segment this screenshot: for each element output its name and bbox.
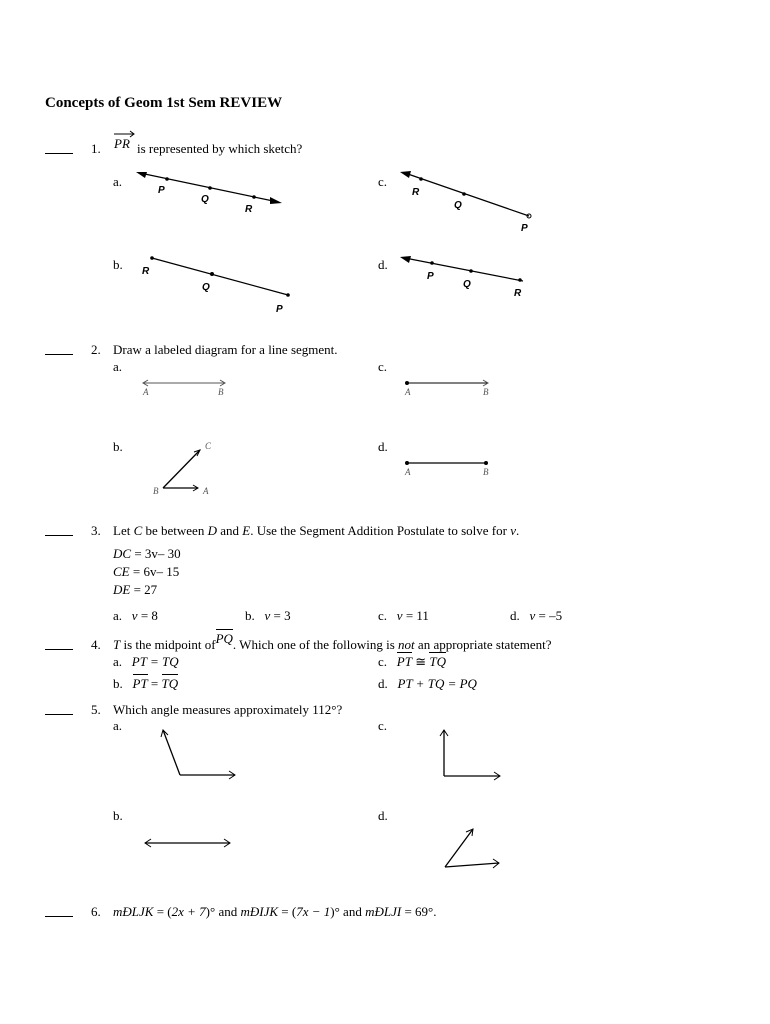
choice-letter: c. xyxy=(378,608,388,623)
point-t: T xyxy=(113,637,121,652)
segment-left: PT xyxy=(132,676,148,691)
segment-right: TQ xyxy=(429,654,446,669)
choice-letter: b. xyxy=(245,608,255,623)
text-rest: . Use the Segment Addition Postulate to solve for xyxy=(250,523,507,538)
given-lhs: DE xyxy=(113,582,131,597)
choice-letter: d. xyxy=(378,676,388,691)
answer-blank-6[interactable] xyxy=(45,916,73,917)
choice-letter-a[interactable]: a. xyxy=(113,174,123,189)
question-text: Which angle measures approximately 112°? xyxy=(113,702,343,717)
period: . xyxy=(515,523,520,538)
point-label: Q xyxy=(463,279,471,290)
point-label: A xyxy=(203,486,209,496)
given-1 xyxy=(113,546,181,562)
choice-b[interactable] xyxy=(113,676,178,692)
given-lhs: DC xyxy=(113,546,132,561)
text-let: Let xyxy=(113,523,131,538)
answer-blank-3[interactable] xyxy=(45,535,73,536)
choice-letter: c. xyxy=(378,654,388,669)
choice-value: = 11 xyxy=(402,608,429,623)
question-text: Draw a labeled diagram for a line segment. xyxy=(113,342,338,357)
choice-letter: a. xyxy=(113,608,123,623)
given-lhs: CE xyxy=(113,564,130,579)
point-label: P xyxy=(276,304,283,315)
sketch-2d xyxy=(400,455,495,479)
close-paren: )° and xyxy=(330,904,366,919)
text-between: be between xyxy=(145,523,205,538)
choice-value: = 3 xyxy=(270,608,291,623)
sketch-1a xyxy=(130,165,290,220)
point-label: R xyxy=(514,288,522,299)
choice-letter: b. xyxy=(113,676,123,691)
question-number: 4. xyxy=(91,637,101,652)
var-e: E xyxy=(242,523,251,538)
given-2 xyxy=(113,564,179,580)
choice-text: PT = TQ xyxy=(131,654,179,669)
close-paren: )° and xyxy=(205,904,241,919)
point-label: B xyxy=(483,467,489,477)
point-label: R xyxy=(412,187,420,198)
given-rhs: = 6v– 15 xyxy=(129,564,180,579)
choice-letter-b[interactable]: b. xyxy=(113,808,123,823)
arrowhead-icon xyxy=(136,172,147,178)
given-rhs: = 3v– 30 xyxy=(131,546,181,561)
choice-letter-c[interactable]: c. xyxy=(378,359,388,374)
choice-c[interactable] xyxy=(378,654,446,670)
point-label: B xyxy=(153,486,159,496)
question-number: 2. xyxy=(91,342,101,357)
point-label: R xyxy=(142,266,150,277)
segment-pq: PQ xyxy=(215,631,233,646)
arrowhead-icon xyxy=(270,197,282,204)
question-text xyxy=(113,523,519,539)
choice-a[interactable] xyxy=(113,654,179,670)
answer-blank-1[interactable] xyxy=(45,153,73,154)
equals: = 69°. xyxy=(401,904,437,919)
point-label: P xyxy=(427,271,434,282)
choice-letter-c[interactable]: c. xyxy=(378,174,388,189)
operator: ≅ xyxy=(411,654,430,669)
arrowhead-icon xyxy=(400,256,411,263)
choice-letter-b[interactable]: b. xyxy=(113,257,123,272)
angle-5b xyxy=(140,833,235,853)
operator: = xyxy=(147,676,162,691)
sketch-2c xyxy=(400,375,495,399)
equals: = ( xyxy=(278,904,297,919)
text-rest-b: an appropriate statement? xyxy=(417,637,552,652)
var-v: v xyxy=(510,523,516,538)
choice-d[interactable] xyxy=(378,676,477,692)
point-label: C xyxy=(205,441,212,451)
answer-blank-5[interactable] xyxy=(45,714,73,715)
point-label: B xyxy=(218,387,224,397)
choice-letter-c[interactable]: c. xyxy=(378,718,388,733)
choice-var: v xyxy=(264,608,271,623)
answer-blank-4[interactable] xyxy=(45,649,73,650)
measure-m: m xyxy=(240,904,250,919)
point-label: A xyxy=(405,387,411,397)
choice-letter: a. xyxy=(113,654,123,669)
page-title: Concepts of Geom 1st Sem REVIEW xyxy=(45,95,283,111)
angle-name: ÐLJK xyxy=(122,904,154,919)
point-label: A xyxy=(143,387,149,397)
equals: = ( xyxy=(153,904,172,919)
measure-m: m xyxy=(113,904,123,919)
angle-5a xyxy=(155,720,245,785)
sketch-1d xyxy=(395,250,535,300)
question-number: 1. xyxy=(91,141,101,156)
choice-value: = 8 xyxy=(137,608,158,623)
question-number: 6. xyxy=(91,904,101,919)
point-label: Q xyxy=(202,282,210,293)
question-text xyxy=(113,904,436,920)
angle-name: ÐIJK xyxy=(249,904,279,919)
point-label: R xyxy=(245,204,253,215)
var-c: C xyxy=(133,523,143,538)
point-label: A xyxy=(405,467,411,477)
arrowhead-icon xyxy=(400,171,411,178)
sketch-1c xyxy=(395,165,540,237)
choice-b[interactable] xyxy=(245,608,291,624)
choice-c[interactable] xyxy=(378,608,429,624)
point-label: Q xyxy=(201,194,209,205)
answer-blank-2[interactable] xyxy=(45,354,73,355)
choice-letter-d[interactable]: d. xyxy=(378,439,388,454)
expression: 2x + 7 xyxy=(171,904,206,919)
point-label: P xyxy=(158,185,165,196)
choice-var: v xyxy=(529,608,536,623)
angle-name: ÐLJI xyxy=(374,904,402,919)
choice-letter-a[interactable]: a. xyxy=(113,359,123,374)
choice-letter-d[interactable]: d. xyxy=(378,808,388,823)
choice-letter-b[interactable]: b. xyxy=(113,439,123,454)
given-3 xyxy=(113,582,157,598)
given-rhs: = 27 xyxy=(130,582,158,597)
ray-name: PR xyxy=(114,136,130,151)
var-d: D xyxy=(207,523,217,538)
text-mid: is the midpoint of xyxy=(123,637,216,652)
choice-a[interactable] xyxy=(113,608,158,624)
angle-5d xyxy=(435,823,505,873)
point-label: Q xyxy=(454,200,462,211)
segment-left: PT xyxy=(396,654,412,669)
choice-letter-d[interactable]: d. xyxy=(378,257,388,272)
angle-5c xyxy=(430,722,510,784)
point-label: B xyxy=(483,387,489,397)
choice-letter-a[interactable]: a. xyxy=(113,718,123,733)
question-number: 5. xyxy=(91,702,101,717)
sketch-2b xyxy=(150,436,220,498)
choice-var: v xyxy=(396,608,403,623)
text-and: and xyxy=(220,523,240,538)
sketch-2a xyxy=(138,375,233,399)
question-number: 3. xyxy=(91,523,101,538)
choice-value: = –5 xyxy=(535,608,563,623)
segment-right: TQ xyxy=(161,676,179,691)
text-not: not xyxy=(398,637,415,652)
choice-d[interactable] xyxy=(510,608,562,624)
choice-letter: d. xyxy=(510,608,520,623)
question-text: is represented by which sketch? xyxy=(137,141,303,156)
point-label: P xyxy=(521,223,528,234)
sketch-1b xyxy=(138,250,298,316)
expression: 7x − 1 xyxy=(296,904,331,919)
question-text xyxy=(113,631,552,653)
choice-text: PT + TQ = PQ xyxy=(397,676,477,691)
text-rest-a: . Which one of the following is xyxy=(232,637,395,652)
choice-var: v xyxy=(131,608,138,623)
measure-m: m xyxy=(365,904,375,919)
